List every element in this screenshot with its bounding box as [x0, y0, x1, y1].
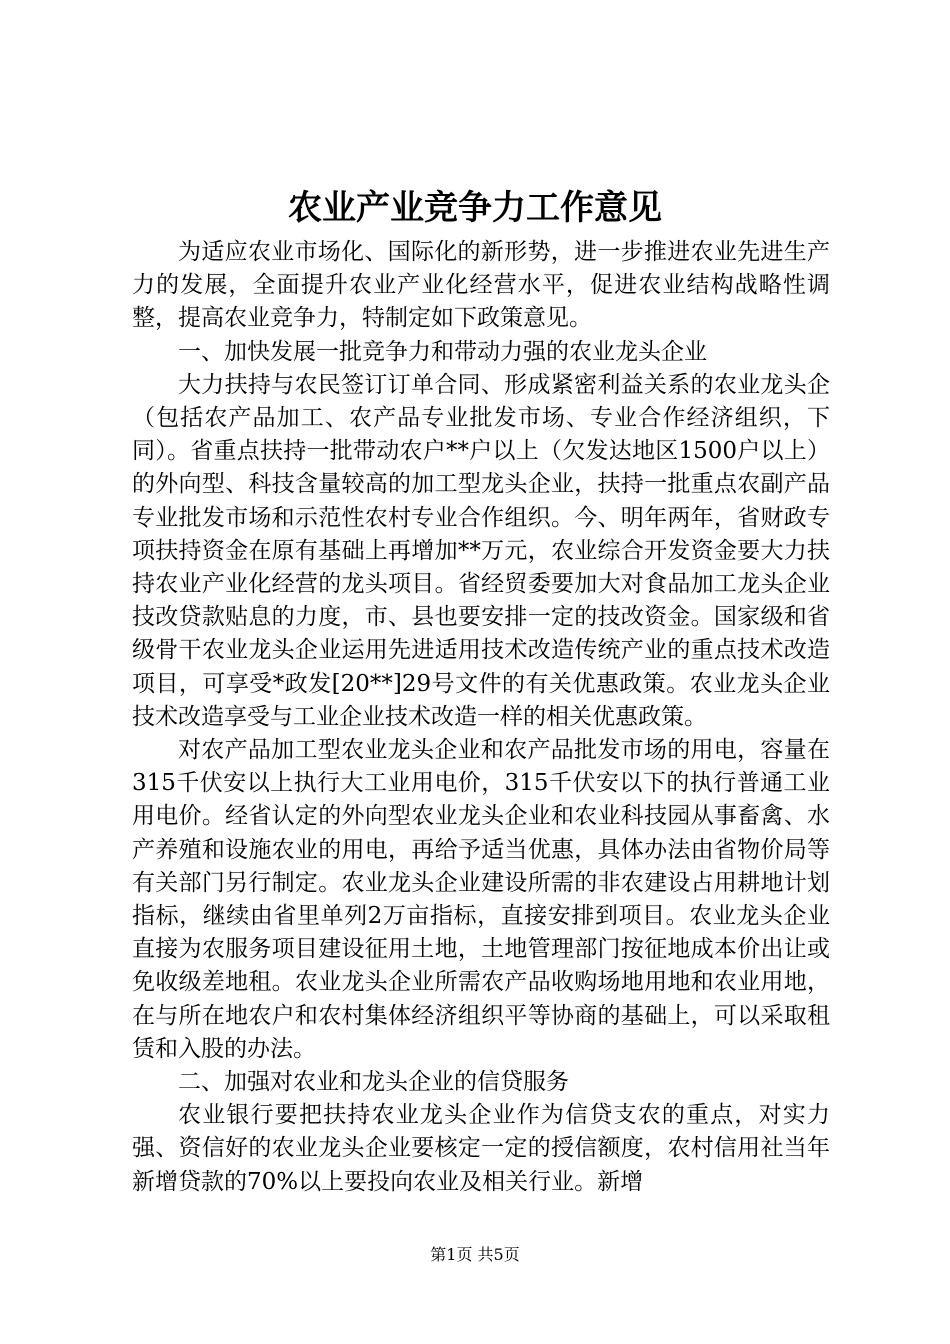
page-footer: 第1页 共5页 [430, 1245, 520, 1264]
paragraph-section-1-b: 对农产品加工型农业龙头企业和农产品批发市场的用电，容量在315千伏安以上执行大工业用电价，315千伏安以下的执行普通工业用电价。经省认定的外向型农业龙头企业和农业科技园从事畜禽、水产养殖和设施农业的用电，再给予适当优惠，具体办法由省物价局等有关部门另行制定。农业龙头企业建设所需的非农建设占用耕地计划指标，继续由省里单列2万亩指标，直接安排到项目。农业龙头企业直接为农服务项目建设征用土地，土地管理部门按征地成本价出让或免收级差地租。农业龙头企业所需农产品收购场地用地和农业用地，在与所在地农户和农村集体经济组织平等协商的基础上，可以采取租赁和入股的办法。 [132, 737, 830, 1062]
section-heading-1: 一、加快发展一批竞争力和带动力强的农业龙头企业 [178, 338, 707, 365]
paragraph-section-1-a: 大力扶持与农民签订订单合同、形成紧密利益关系的农业龙头企（包括农产品加工、农产品专业批发市场、专业合作经济组织，下同）。省重点扶持一批带动农户**户以上（欠发达地区1500户以上）的外向型、科技含量较高的加工型龙头企业，扶持一批重点农副产品专业批发市场和示范性农村专业合作组织。今、明年两年，省财政专项扶持资金在原有基础上再增加**万元，农业综合开发资金要大力扶持农业产业化经营的龙头项目。省经贸委要加大对食品加工龙头企业技改贷款贴息的力度，市、县也要安排一定的技改资金。国家级和省级骨干农业龙头企业运用先进适用技术改造传统产业的重点技术改造项目，可享受*政发[20**]29号文件的有关优惠政策。农业龙头企业技术改造享受与工业企业技术改造一样的相关优惠政策。 [132, 371, 830, 730]
document-title: 农业产业竞争力工作意见 [288, 188, 662, 228]
section-heading-2: 二、加强对农业和龙头企业的信贷服务 [178, 1069, 569, 1096]
paragraph-section-2-a: 农业银行要把扶持农业龙头企业作为信贷支农的重点，对实力强、资信好的农业龙头企业要核定一定的授信额度，农村信用社当年新增贷款的70%以上要投向农业及相关行业。新增 [132, 1102, 830, 1195]
paragraph-intro: 为适应农业市场化、国际化的新形势，进一步推进农业先进生产力的发展，全面提升农业产业化经营水平，促进农业结构战略性调整，提高农业竞争力，特制定如下政策意见。 [132, 239, 830, 332]
document-body [132, 236, 830, 1199]
